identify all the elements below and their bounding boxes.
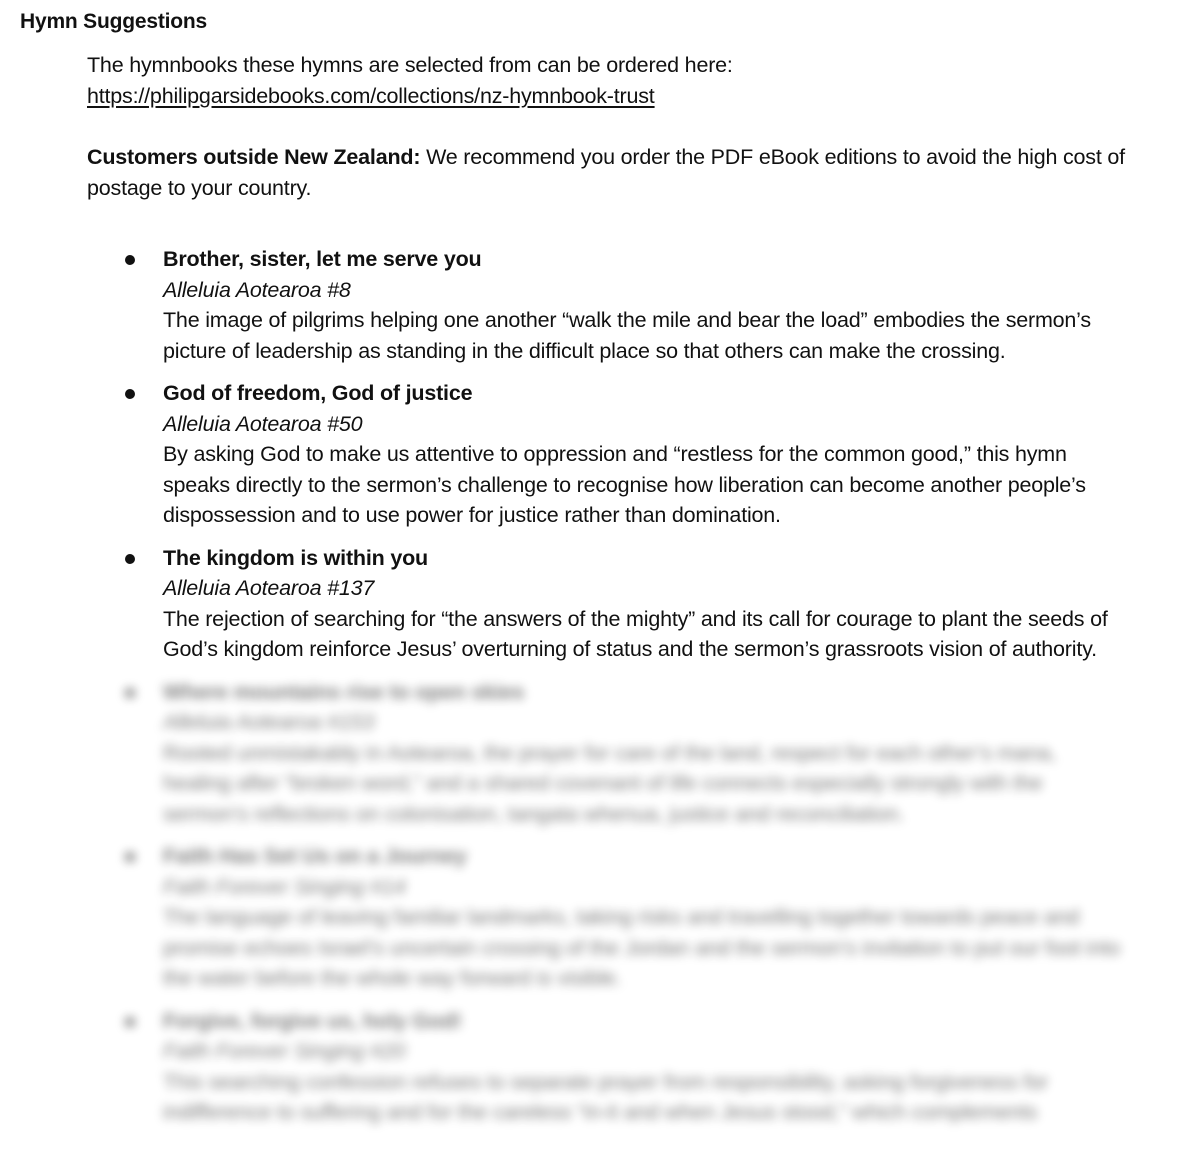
bullet-icon: [125, 255, 135, 265]
hymn-list: [0, 244, 1178, 1140]
bullet-icon: [125, 554, 135, 564]
page-heading: Hymn Suggestions: [20, 10, 207, 33]
hymn-description: The rejection of searching for “the answers of the mighty” and its call for courage to plant the seeds of God’s kingdom reinforce Jesus’ overturning of status and the sermon’s grassroots vision of authority.: [163, 606, 1108, 661]
hymn-item: [0, 543, 1178, 665]
hymn-item: [0, 378, 1178, 531]
hymn-item: [0, 244, 1178, 366]
customers-note-text: We recommend you order the PDF eBook editions to avoid the high cost of postage to your country.: [87, 145, 1125, 200]
hymn-source: Faith Forever Singing #20: [163, 1039, 406, 1063]
intro-section: [87, 50, 1147, 204]
hymn-item-blurred: [0, 841, 1178, 994]
hymn-description: Rooted unmistakably in Aotearoa, the prayer for care of the land, respect for each other’s mana, healing after “broken word,” and a shared covenant of life connects especially strongly with the sermon’s reflections on colonisation, tangata whenua, justice and reconciliation.: [163, 740, 1057, 826]
customers-note: [87, 142, 1147, 204]
hymn-source: Faith Forever Singing #14: [163, 874, 406, 899]
bullet-icon: [125, 1017, 135, 1027]
hymn-description: The language of leaving familiar landmarks, taking risks and travelling together towards peace and promise echoes Israel’s uncertain crossing of the Jordan and the sermon’s invitation to put our foot into the water before the whole way forward is visible.: [163, 905, 1121, 990]
hymn-title: The kingdom is within you: [163, 545, 428, 570]
hymn-title: Forgive, forgive us, holy God!: [163, 1008, 462, 1033]
hymn-source: Alleluia Aotearoa #8: [163, 277, 351, 302]
hymn-title: Brother, sister, let me serve you: [163, 247, 482, 271]
bullet-icon: [125, 852, 135, 862]
hymn-title: God of freedom, God of justice: [163, 381, 473, 405]
hymn-description: By asking God to make us attentive to oppression and “restless for the common good,” this hymn speaks directly to the sermon’s challenge to recognise how liberation can become another people’s dispossession and to use power for justice rather than domination.: [163, 442, 1086, 527]
hymn-source: Alleluia Aotearoa #153: [163, 710, 375, 734]
hymn-source: Alleluia Aotearoa #137: [163, 576, 375, 600]
bullet-icon: [125, 688, 135, 698]
bullet-icon: [125, 389, 135, 399]
hymnbook-order-link[interactable]: https://philipgarsidebooks.com/collections/nz-hymnbook-trust: [87, 84, 655, 108]
hymn-source: Alleluia Aotearoa #50: [163, 411, 363, 436]
hymn-title: Faith Has Set Us on a Journey: [163, 844, 467, 868]
hymn-item-blurred: [0, 1006, 1178, 1128]
hymn-description: This searching confession refuses to separate prayer from responsibility, asking forgiveness for indifference to suffering and for the careless “in-it and when Jesus stood,” which complements: [163, 1069, 1049, 1124]
intro-order-text: The hymnbooks these hymns are selected from can be ordered here:: [87, 53, 733, 77]
hymn-title: Where mountains rise to open skies: [163, 679, 525, 704]
hymn-item-blurred: [0, 677, 1178, 830]
hymn-description: The image of pilgrims helping one another “walk the mile and bear the load” embodies the sermon’s picture of leadership as standing in the difficult place so that others can make the crossing.: [163, 308, 1091, 363]
customers-note-label: Customers outside New Zealand:: [87, 145, 421, 169]
